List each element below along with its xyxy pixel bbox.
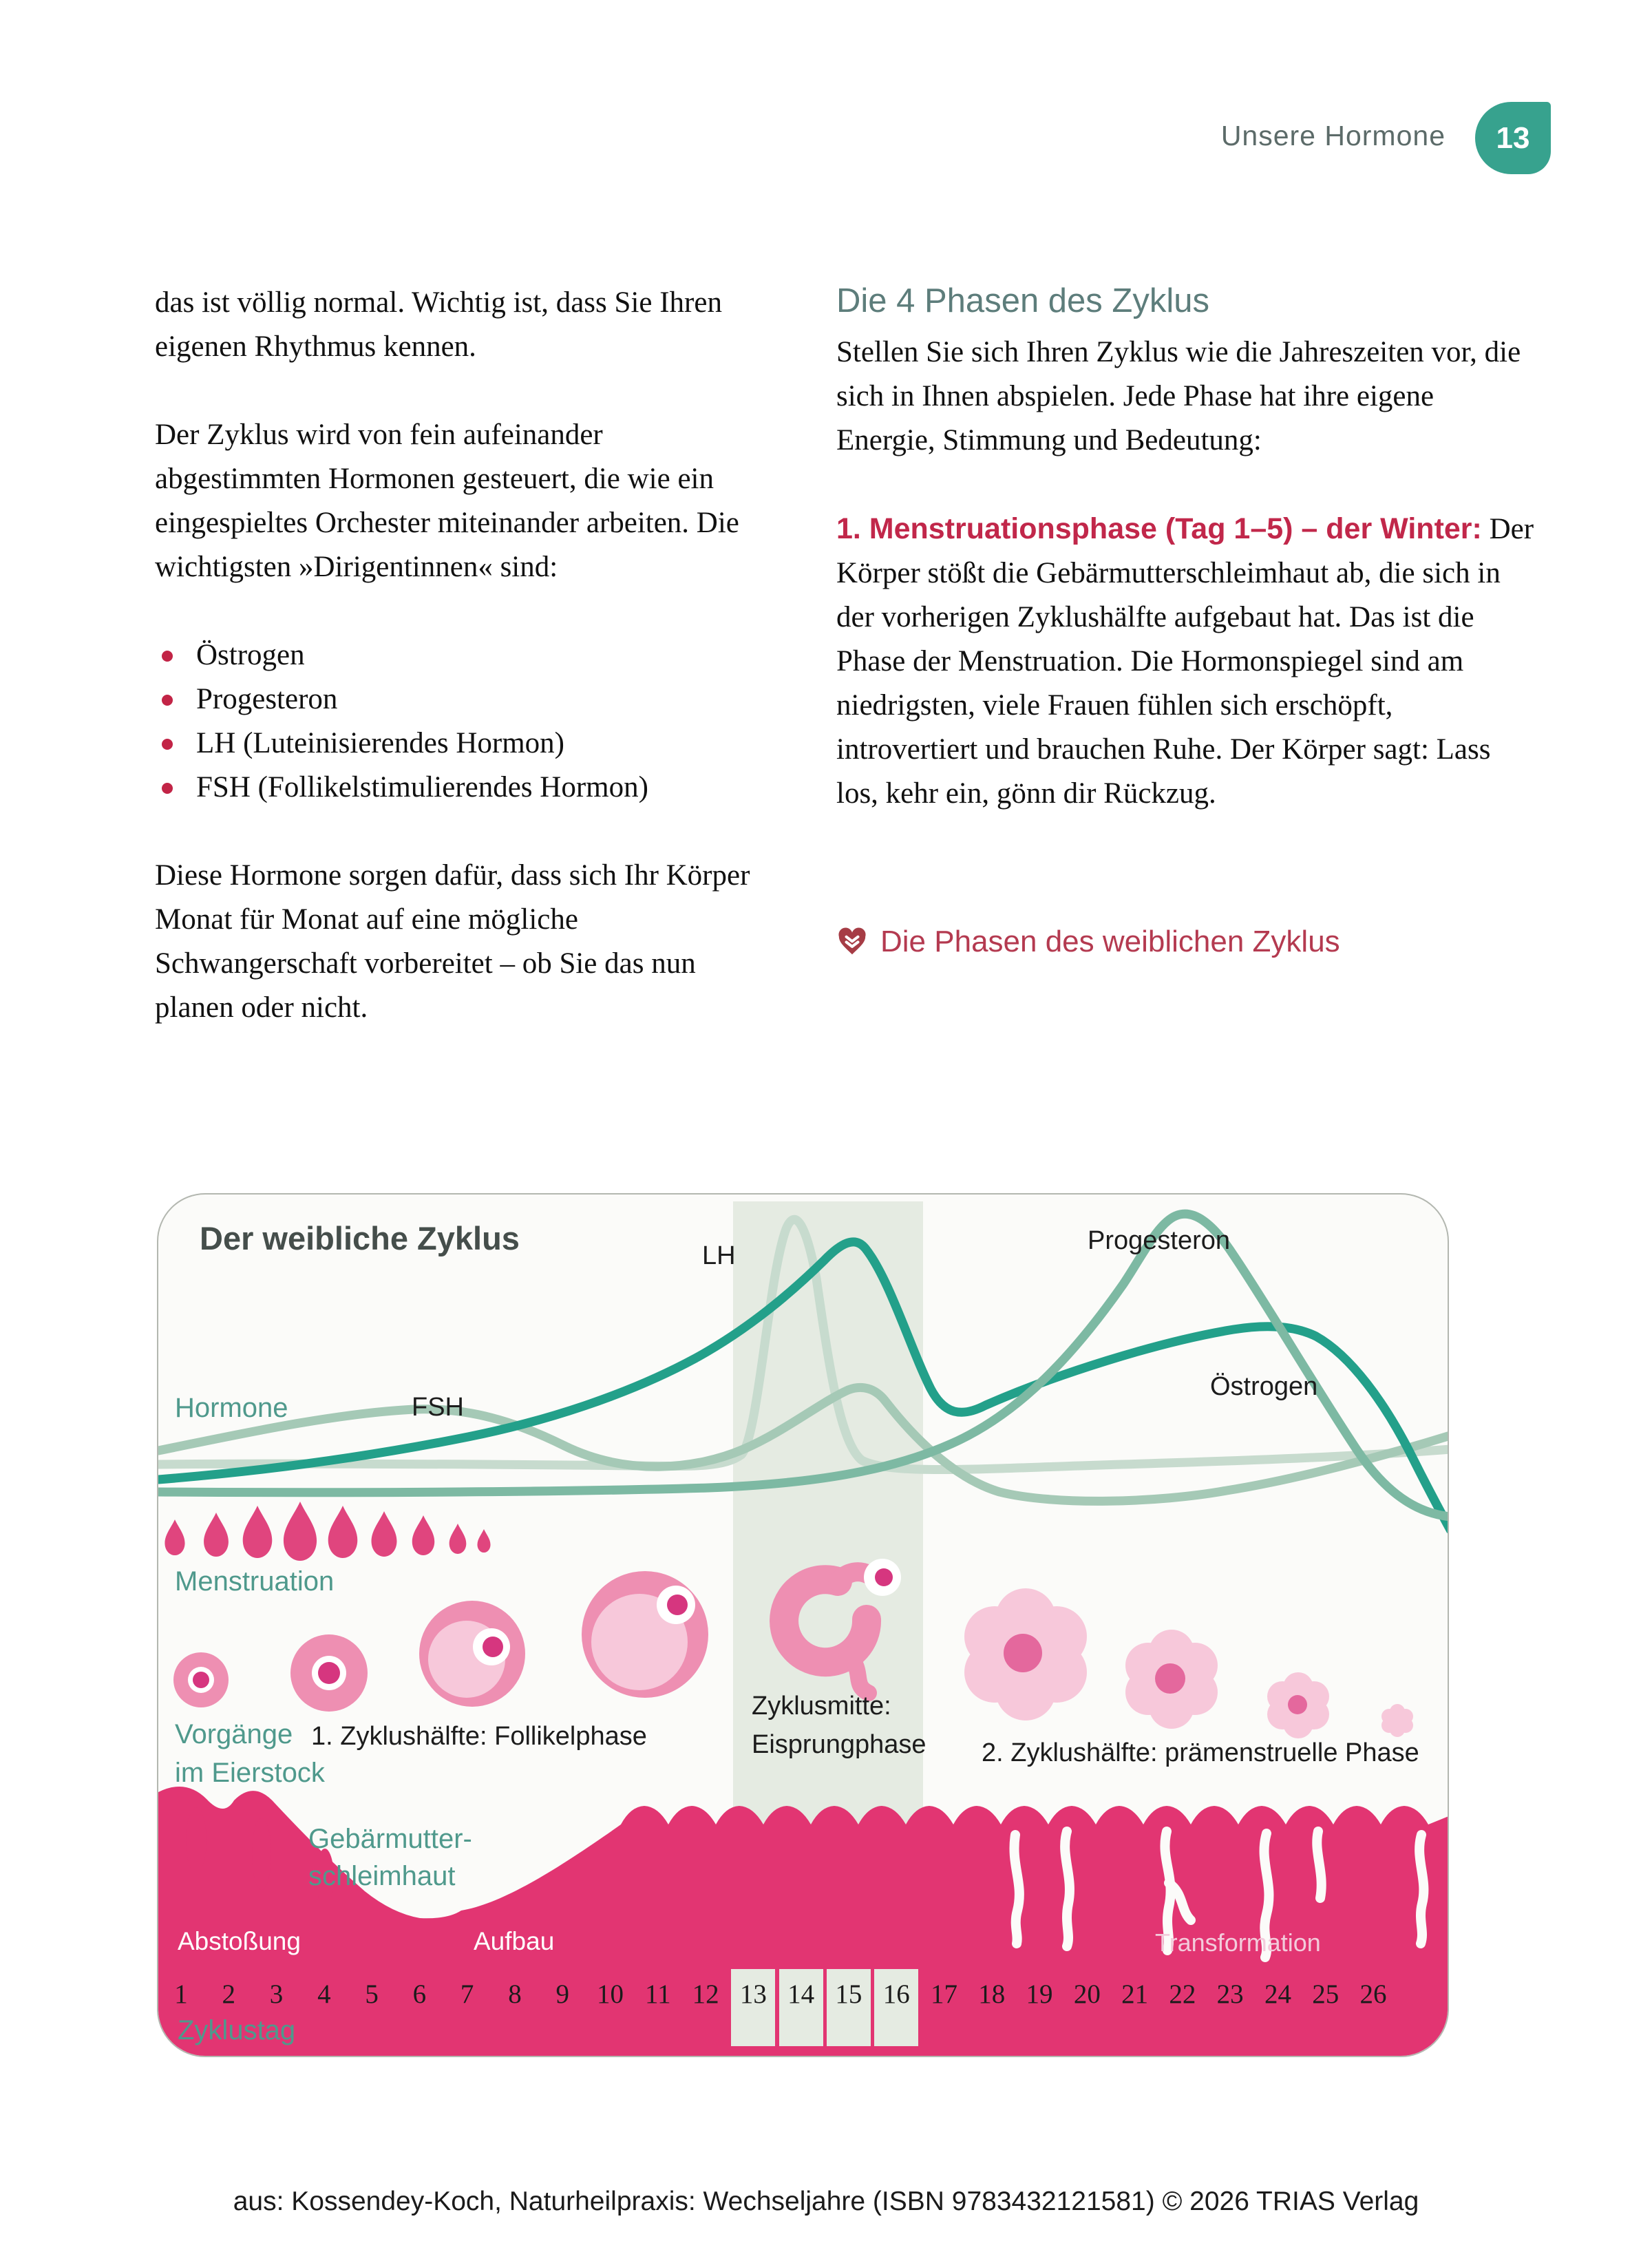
row-label-cycle-day: Zyklustag: [178, 2015, 296, 2045]
list-item: [155, 766, 764, 810]
phase-label-midcycle-1: Zyklusmitte:: [752, 1692, 891, 1721]
row-label-hormone: Hormone: [175, 1393, 288, 1423]
bullet-text: LH (Luteinisierendes Hormon): [196, 727, 564, 759]
paragraph: das ist völlig normal. Wichtig ist, dass Sie Ihren eigenen Rhythmus kennen.: [155, 286, 722, 363]
cycle-day-19: 19: [1026, 1979, 1053, 2009]
cycle-day-6: 6: [412, 1979, 427, 2009]
cycle-day-14: 14: [779, 1969, 823, 2046]
paragraph: Der Zyklus wird von fein aufeinander abgestimmten Hormonen gesteuert, die wie ein eingespieltes Orchester miteinander arbeiten. Die wichtigsten »Dirigentinnen« sind:: [155, 419, 739, 583]
section-heading: Die 4 Phasen des Zyklus: [836, 282, 1209, 319]
list-item: [155, 677, 764, 722]
cycle-day-18: 18: [978, 1979, 1006, 2009]
cycle-day-22: 22: [1169, 1979, 1196, 2009]
list-item: [155, 633, 764, 677]
bullet-dot-icon: [162, 739, 173, 750]
bullet-dot-icon: [162, 695, 173, 706]
paragraph: Stellen Sie sich Ihren Zyklus wie die Jahreszeiten vor, die sich in Ihnen abspielen. Jede Phase hat ihre eigene Energie, Stimmung und Bedeutung:: [836, 336, 1521, 456]
caption-text: Die Phasen des weiblichen Zyklus: [880, 925, 1340, 958]
progesteron-label: Progesteron: [1088, 1226, 1231, 1255]
cycle-day-11: 11: [645, 1979, 671, 2009]
phase-1-text: Der Körper stößt die Gebärmutterschleimhaut ab, die sich in der vorherigen Zyklushälfte aufgebaut hat. Das ist die Phase der Menstruation. Die Hormonspiegel sind am niedrigsten, viele Frauen fühlen sich erschöpft, introvertiert und brauchen Ruhe. Der Körper sagt: Lass los, kehr ein, gönn dir Rückzug.: [836, 513, 1534, 810]
page-number: 13: [1496, 120, 1530, 155]
page-number-badge: [1475, 102, 1551, 174]
oestrogen-label: Östrogen: [1210, 1372, 1318, 1401]
phase-label-follicular: 1. Zyklushälfte: Follikelphase: [311, 1722, 647, 1751]
lining-label-2: schleimhaut: [308, 1861, 456, 1891]
list-item: [155, 722, 764, 766]
cycle-day-12: 12: [692, 1979, 719, 2009]
heart-down-arrow-icon: [836, 926, 868, 958]
cycle-day-5: 5: [365, 1979, 379, 2009]
cycle-day-9: 9: [555, 1979, 569, 2009]
cycle-day-1: 1: [174, 1979, 188, 2009]
cycle-day-2: 2: [222, 1979, 236, 2009]
cycle-day-16: 16: [874, 1969, 918, 2046]
hormone-bullet-list: [155, 633, 764, 810]
chapter-title: Unsere Hormone: [1220, 120, 1446, 151]
phase-1-label: 1. Menstruationsphase (Tag 1–5) – der Winter:: [836, 512, 1482, 545]
row-label-menstruation: Menstruation: [175, 1566, 335, 1597]
page-header: [0, 102, 1652, 178]
cycle-day-7: 7: [460, 1979, 474, 2009]
text-columns: [155, 281, 1540, 1030]
cycle-day-13: 13: [731, 1969, 775, 2046]
left-column: [155, 281, 764, 1030]
row-label-ovary-1: Vorgänge: [175, 1719, 293, 1749]
bullet-text: Progesteron: [196, 683, 338, 715]
attribution: aus: Kossendey-Koch, Naturheilpraxis: Wechseljahre (ISBN 9783432121581) © 2026 TRIAS Verlag: [233, 2187, 1419, 2216]
diagram-title: Der weibliche Zyklus: [200, 1220, 520, 1256]
right-column: [836, 281, 1540, 1030]
cycle-day-4: 4: [317, 1979, 331, 2009]
cycle-day-24: 24: [1264, 1979, 1291, 2009]
bullet-dot-icon: [162, 783, 173, 794]
figure-caption: [836, 925, 1540, 959]
bullet-dot-icon: [162, 651, 173, 662]
cycle-day-26: 26: [1359, 1979, 1387, 2009]
cycle-day-8: 8: [508, 1979, 522, 2009]
cycle-day-row: [158, 1195, 1448, 2056]
cycle-day-25: 25: [1312, 1979, 1339, 2009]
cycle-day-3: 3: [269, 1979, 284, 2009]
phase-paragraph: [836, 507, 1540, 816]
fsh-label: FSH: [412, 1393, 464, 1422]
bullet-text: FSH (Follikelstimulierendes Hormon): [196, 771, 648, 803]
lining-phase-shedding: Abstoßung: [178, 1927, 301, 1955]
phase-label-midcycle-2: Eisprungphase: [752, 1730, 926, 1759]
lh-label: LH: [702, 1241, 736, 1270]
cycle-day-23: 23: [1216, 1979, 1244, 2009]
phase-label-premenstrual: 2. Zyklushälfte: prämenstruelle Phase: [982, 1738, 1419, 1767]
lining-phase-transformation: Transformation: [1155, 1928, 1321, 1957]
cycle-diagram-panel: [157, 1193, 1449, 2057]
cycle-day-17: 17: [930, 1979, 957, 2009]
lining-label-1: Gebärmutter-: [308, 1824, 472, 1854]
cycle-day-21: 21: [1121, 1979, 1149, 2009]
paragraph: Diese Hormone sorgen dafür, dass sich Ihr Körper Monat für Monat auf eine mögliche Schwangerschaft vorbereitet – ob Sie das nun planen oder nicht.: [155, 859, 750, 1024]
bullet-text: Östrogen: [196, 639, 305, 671]
cycle-day-20: 20: [1073, 1979, 1101, 2009]
row-label-ovary-2: im Eierstock: [175, 1758, 325, 1788]
cycle-day-15: 15: [827, 1969, 871, 2046]
cycle-day-10: 10: [597, 1979, 624, 2009]
lining-phase-buildup: Aufbau: [474, 1927, 555, 1955]
